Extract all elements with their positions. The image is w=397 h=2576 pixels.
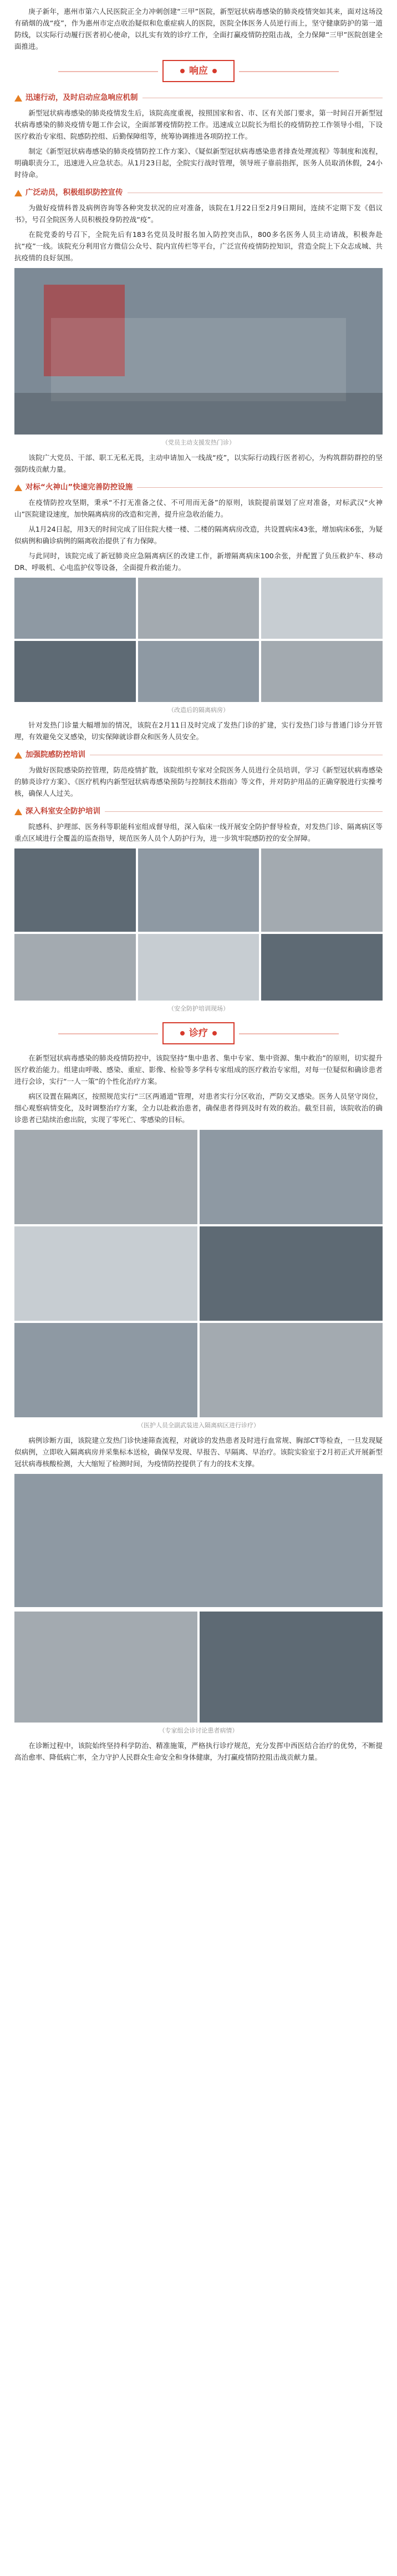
photo-cell <box>14 934 136 1001</box>
photo-grid-consultation <box>14 1612 383 1723</box>
warning-triangle-icon <box>14 752 22 759</box>
warning-triangle-icon <box>14 95 22 102</box>
photo-cell <box>261 848 383 932</box>
section-title: 响应 <box>189 65 208 77</box>
subheading: 加强院感防控培训 <box>14 749 383 761</box>
photo-cell <box>14 578 136 639</box>
photo-cell <box>138 578 259 639</box>
photo-caption: （党员主动支援发热门诊） <box>162 439 235 446</box>
warning-triangle-icon <box>14 484 22 491</box>
intro-paragraph: 庚子新年，惠州市第六人民医院正全力冲刺创建“三甲”医院，新型冠状病毒感染的肺炎疫情突如其来，面对这场没有硝烟的战“疫”，作为惠州市定点收治疑似和危重症病人的医院，医院全体医务人员逆行而上，坚守健康防护的第一道防线，以实际行动履行医者初心使命，以扎实有效的诊疗工作，全面打赢疫情防控阻击战，全力保障“三甲”医院创建全面推进。 <box>14 7 383 50</box>
photo-cell <box>14 1612 197 1723</box>
subheading: 广泛动员，积极组织防控宣传 <box>14 187 383 199</box>
photo-cell <box>200 1130 383 1224</box>
photo-cell <box>138 934 259 1001</box>
paragraph: 病例诊断方面，该院建立发热门诊快速筛查流程，对就诊的发热患者及时进行血常规、胸部CT等检查，一旦发现疑似病例，立即收入隔离病房并采集标本送检，确保早发现、早报告、早隔离、早治疗。该院实验室于2月初正式开展新型冠状病毒核酸检测，大大缩短了检测时间，为疫情防控提供了有力的技术支撑。 <box>14 1436 383 1468</box>
subheading: 迅速行动，及时启动应急响应机制 <box>14 92 383 104</box>
paragraph: 在新型冠状病毒感染的肺炎疫情防控中，该院坚持“集中患者、集中专家、集中资源、集中救治”的原则，切实提升医疗救治能力。组建由呼吸、感染、重症、影像、检验等多学科专家组成的医疗救治专家组，对每一位疑似和确诊患者进行会诊，实行“一人一策”的个性化治疗方案。 <box>14 1054 383 1085</box>
paragraph: 制定《新型冠状病毒感染的肺炎疫情防控工作方案》、《疑似新型冠状病毒感染患者排查处理流程》等制度和流程，明确职责分工，迅速进入应急状态。从1月23日起，全院实行战时管理，领导班子靠前指挥，医务人员取消休假，24小时待命。 <box>14 147 383 179</box>
photo-cell <box>14 1474 383 1607</box>
photo-cell <box>14 848 136 932</box>
photo-cell <box>200 1323 383 1417</box>
photo-cell <box>138 641 259 702</box>
photo-caption: （医护人员全副武装进入隔离病区进行诊疗） <box>138 1422 259 1429</box>
subheading: 深入科室安全防护培训 <box>14 806 383 817</box>
paragraph: 在疫情防控攻坚期，秉承“不打无准备之仗、不可用而无备”的原则，该院提前谋划了应对准备，对标武汉“火神山”医院建设速度，加快隔离病房的改造和完善，提升应急收治能力。 <box>14 498 383 518</box>
paragraph: 病区设置在隔离区，按照规范实行“三区两通道”管理，对患者实行分区收治，严防交叉感染。医务人员坚守岗位，细心观察病情变化，及时调整治疗方案，全力以赴救治患者，确保患者得到及时有效的救治。截至目前，该院收治的确诊患者已陆续治愈出院，实现了零死亡、零感染的目标。 <box>14 1092 383 1124</box>
photo-grid-wards <box>14 578 383 702</box>
photo-cell <box>261 641 383 702</box>
photo-cell <box>261 934 383 1001</box>
photo-cell <box>14 1323 197 1417</box>
photo-cell <box>14 1226 197 1321</box>
section-title: 诊疗 <box>189 1027 208 1039</box>
photo-caption: （专家组会诊讨论患者病情） <box>159 1727 238 1734</box>
warning-triangle-icon <box>14 809 22 815</box>
paragraph: 为做好疫情科普及病例咨询等各种突发状况的应对准备，该院在1月22日至2月9日期间，连续不定期下发《倡议书》，号召全院医务人员积极投身防控战“疫”。 <box>14 204 383 224</box>
photo-cell <box>200 1612 383 1723</box>
paragraph: 院感科、护理部、医务科等职能科室组成督导组，深入临床一线开展安全防护督导检查，对发热门诊、隔离病区等重点区域进行全覆盖的巡查指导，规范医务人员个人防护行为，进一步筑牢院感防控的安全屏障。 <box>14 822 383 842</box>
photo-grid-training <box>14 848 383 1001</box>
paragraph: 与此同时，该院完成了新冠肺炎应急隔离病区的改建工作，新增隔离病床100余张，并配置了负压救护车、移动DR、呼吸机、心电监护仪等设备，全面提升救治能力。 <box>14 552 383 572</box>
photo-cell <box>138 848 259 932</box>
paragraph: 从1月24日起，用3天的时间完成了旧住院大楼一楼、二楼的隔离病房改造，共设置病床43张，增加病床6张，为疑似病例和确诊病例的隔离收治提供了有力保障。 <box>14 525 383 545</box>
subheading: 对标“火神山”快速完善防控设施 <box>14 482 383 493</box>
section-heading-response <box>0 57 397 85</box>
photo-caption: （安全防护培训现场） <box>168 1005 229 1012</box>
paragraph: 针对发热门诊量大幅增加的情况，该院在2月11日及时完成了发热门诊的扩建，实行发热门诊与普通门诊分开管理，有效避免交叉感染，切实保障就诊群众和医务人员安全。 <box>14 721 383 741</box>
paragraph: 为做好医院感染防控管理，防范疫情扩散，该院组织专家对全院医务人员进行全员培训，学习《新型冠状病毒感染的肺炎诊疗方案》、《医疗机构内新型冠状病毒感染预防与控制技术指南》等文件，并对防护用品的正确穿脱进行实操考核，确保人人过关。 <box>14 766 383 797</box>
photo-cell <box>261 578 383 639</box>
photo-cell <box>14 1130 197 1224</box>
photo-grid-isolation <box>14 1130 383 1417</box>
photo-cell <box>200 1226 383 1321</box>
warning-triangle-icon <box>14 190 22 196</box>
paragraph: 该院广大党员、干部、职工无私无畏，主动申请加入一线战“疫”，以实际行动践行医者初心，为构筑群防群控的坚强防线贡献力量。 <box>14 453 383 473</box>
paragraph: 在院党委的号召下，全院先后有183名党员及时报名加入防控突击队，800多名医务人员主动请战，积极奔赴抗“疫”一线。该院充分利用官方微信公众号、院内宣传栏等平台，广泛宣传疫情防控知识，营造全院上下众志成城、共抗疫情的良好氛围。 <box>14 230 383 262</box>
photo-cell <box>14 641 136 702</box>
photo-consultation <box>14 1474 383 1607</box>
photo-caption: （改造后的隔离病房） <box>168 706 229 714</box>
section-heading-treatment <box>0 1019 397 1048</box>
paragraph: 在诊断过程中，该院始终坚持科学防治、精准施策，严格执行诊疗规范，充分发挥中西医结合治疗的优势，不断提高治愈率、降低病亡率，全力守护人民群众生命安全和身体健康，为打赢疫情防控阻击战贡献力量。 <box>14 1741 383 1761</box>
paragraph: 新型冠状病毒感染的肺炎疫情发生后，该院高度重视，按照国家和省、市、区有关部门要求，第一时间召开新型冠状病毒感染的肺炎疫情专题工作会议，全面部署疫情防控工作。迅速成立以院长为组长的疫情防控工作领导小组，下设医疗救治专家组、院感防控组、后勤保障组等，统筹协调推进各项防控工作。 <box>14 109 383 140</box>
photo-party-members <box>14 268 383 435</box>
